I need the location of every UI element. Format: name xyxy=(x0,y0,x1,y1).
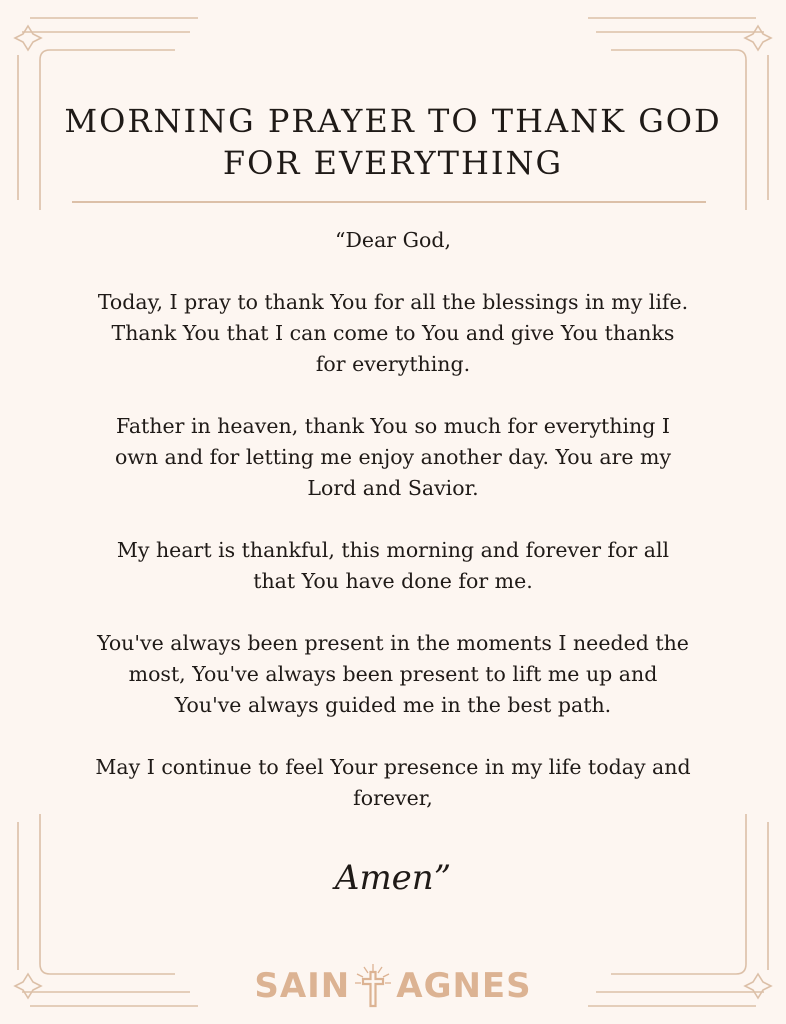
prayer-line: most, You've always been present to lift me up and xyxy=(128,662,658,686)
brand-logo[interactable] xyxy=(0,962,786,1010)
prayer-paragraph xyxy=(40,411,746,504)
brand-text-right: AGNES xyxy=(396,966,532,1006)
prayer-greeting xyxy=(40,225,746,256)
prayer-line: Lord and Savior. xyxy=(307,476,479,500)
title-divider xyxy=(72,201,706,203)
cross-icon xyxy=(352,962,394,1010)
brand-text-left: SAIN xyxy=(254,966,351,1006)
prayer-paragraph xyxy=(40,535,746,597)
title-line: MORNING PRAYER TO THANK GOD xyxy=(64,102,722,140)
prayer-line: You've always guided me in the best path. xyxy=(174,693,612,717)
prayer-closing: Amen” xyxy=(334,858,452,898)
prayer-line: for everything. xyxy=(315,352,471,376)
prayer-paragraph xyxy=(40,628,746,721)
prayer-line: May I continue to feel Your presence in my life today and xyxy=(95,755,691,779)
prayer-paragraph xyxy=(40,287,746,380)
prayer-line: that You have done for me. xyxy=(253,569,533,593)
title-line: FOR EVERYTHING xyxy=(222,144,564,182)
prayer-line: You've always been present in the moments I needed the xyxy=(97,631,689,655)
prayer-line: Thank You that I can come to You and give You thanks xyxy=(111,321,675,345)
prayer-line: own and for letting me enjoy another day. You are my xyxy=(114,445,672,469)
prayer-line: My heart is thankful, this morning and forever for all xyxy=(116,538,670,562)
prayer-paragraph xyxy=(40,752,746,814)
prayer-line: forever, xyxy=(353,786,433,810)
prayer-text xyxy=(40,225,746,845)
page-title xyxy=(40,100,746,184)
prayer-line: Father in heaven, thank You so much for everything I xyxy=(116,414,670,438)
prayer-line: Today, I pray to thank You for all the blessings in my life. xyxy=(97,290,689,314)
greeting-line: “Dear God, xyxy=(335,228,451,252)
